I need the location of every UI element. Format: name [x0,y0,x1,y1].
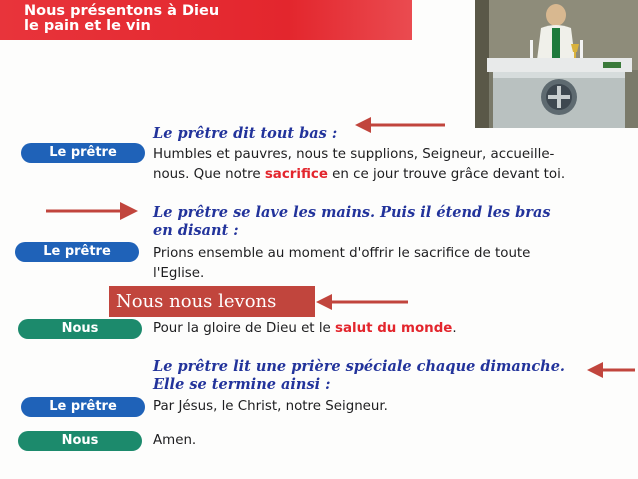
highlight-salut: salut du monde [335,321,453,336]
arrow-right-icon [46,202,138,220]
arrow-left-icon [587,362,635,378]
priest-label: Le prêtre [21,143,145,163]
title-line-1: Nous présentons à Dieu [24,3,220,19]
response-1: Pour la gloire de Dieu et le salut du monde. [153,321,457,336]
we-label: Nous [18,431,142,451]
priest-prayer-2: Prions ensemble au moment d'offrir le sacrifice de toute l'Eglise. [153,246,531,281]
priest-prayer-1: Humbles et pauvres, nous te supplions, Seigneur, accueille- nous. Que notre sacrifice en ce jour trouve grâce devant toi. [153,147,566,182]
we-label: Nous [18,319,142,339]
arrow-left-icon [316,294,410,310]
stand-up-label: Nous nous levons [109,286,315,317]
highlight-sacrifice: sacrifice [264,167,328,182]
priest-label: Le prêtre [15,242,139,262]
title-line-2: le pain et le vin [24,18,151,34]
instruction-3: Le prêtre lit une prière spéciale chaque dimanche. Elle se termine ainsi : [153,358,565,393]
response-amen: Amen. [153,433,197,448]
instruction-1: Le prêtre dit tout bas : [153,125,338,142]
altar-photo [475,0,638,128]
instruction-2: Le prêtre se lave les mains. Puis il étend les bras en disant : [153,204,551,239]
section-title [24,4,219,34]
priest-label: Le prêtre [21,397,145,417]
priest-prayer-3: Par Jésus, le Christ, notre Seigneur. [153,399,388,414]
arrow-left-icon [355,117,447,133]
